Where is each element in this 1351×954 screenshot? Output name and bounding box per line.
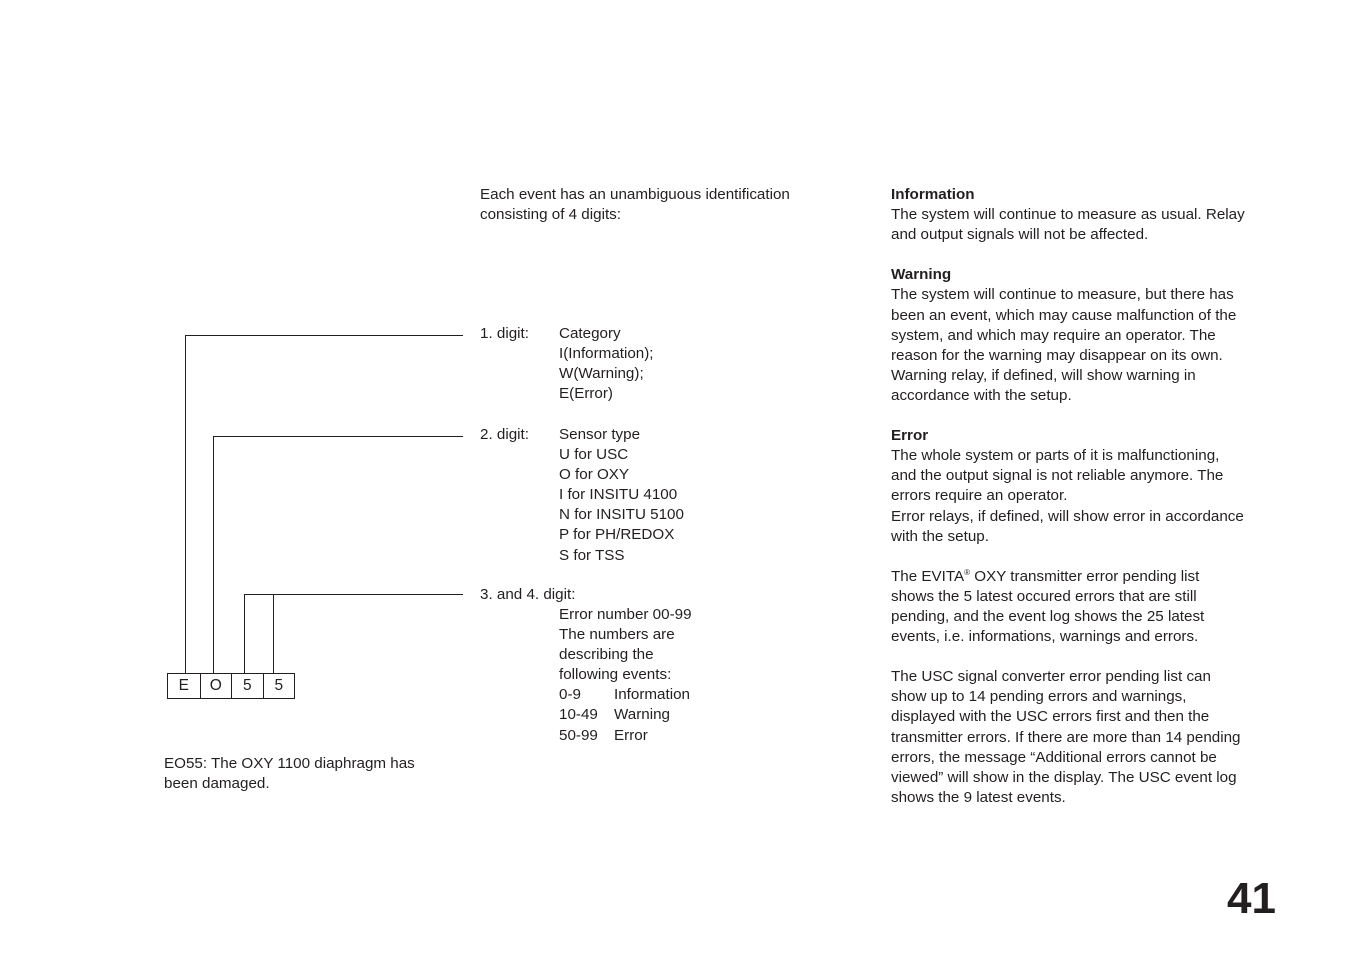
spacer — [891, 547, 1291, 567]
information-heading: Information — [891, 186, 975, 203]
digit-34-line: The numbers are — [559, 626, 675, 644]
digit-1-line: Category — [559, 325, 621, 342]
bracket-line-digit-4-vertical — [273, 594, 274, 674]
intro-line: Each event has an unambiguous identification — [480, 186, 790, 203]
warning-line: Warning relay, if defined, will show warning in — [891, 366, 1196, 384]
digit-2-line: S for TSS — [559, 546, 625, 564]
digit-2-label: 2. digit: — [480, 426, 529, 443]
digit-34-line: following events: — [559, 666, 672, 684]
evita-prefix: The EVITA — [891, 567, 965, 585]
range-row — [559, 705, 692, 725]
bracket-line-digit-3-vertical — [244, 594, 245, 674]
digit-1-line: E(Error) — [559, 385, 613, 403]
registered-mark: ® — [964, 567, 971, 577]
range-value: 10-49 — [559, 706, 598, 724]
error-heading: Error — [891, 427, 929, 445]
digit-34-description — [559, 605, 692, 746]
bracket-line-digit-34 — [244, 594, 463, 595]
bracket-line-digit-2 — [213, 436, 463, 437]
code-digit-1: E — [178, 677, 189, 694]
digit-2-description — [559, 425, 684, 566]
range-row — [559, 685, 692, 705]
bracket-line-digit-2-vertical — [213, 436, 214, 674]
digit-2-line: Sensor type — [559, 426, 641, 443]
evita-line: shows the 5 latest occured errors that are still — [891, 587, 1197, 605]
digit-1-label: 1. digit: — [480, 325, 529, 342]
code-digit-3: 5 — [231, 674, 263, 698]
warning-line: system, and which may require an operator. The — [891, 326, 1216, 344]
usc-line: viewed” will show in the display. The USC event log — [891, 768, 1237, 786]
usc-line: errors, the message “Additional errors cannot be — [891, 748, 1217, 766]
digit-1-description — [559, 324, 654, 404]
range-value: 0-9 — [559, 686, 581, 704]
usc-line: show up to 14 pending errors and warnings, — [891, 688, 1187, 706]
spacer — [891, 647, 1291, 667]
range-value: 50-99 — [559, 726, 598, 744]
error-line: errors require an operator. — [891, 487, 1068, 505]
error-line: with the setup. — [891, 527, 989, 545]
example-caption — [164, 754, 415, 794]
code-digit-2: O — [200, 674, 232, 698]
intro-text — [480, 185, 790, 225]
digit-34-line: describing the — [559, 646, 654, 664]
right-column — [891, 185, 1291, 808]
spacer — [891, 245, 1291, 265]
warning-heading: Warning — [891, 266, 952, 284]
digit-34-label: 3. and 4. digit: — [480, 586, 576, 603]
error-line: Error relays, if defined, will show error in accordance — [891, 507, 1244, 525]
digit-2-line: U for USC — [559, 446, 629, 464]
evita-line: pending, and the event log shows the 25 latest — [891, 607, 1205, 625]
page-number: 41 — [1227, 874, 1276, 923]
caption-line: been damaged. — [164, 775, 270, 793]
evita-suffix: OXY transmitter error pending list — [970, 567, 1200, 585]
warning-line: been an event, which may cause malfunction of the — [891, 306, 1237, 324]
digit-1-line: I(Information); — [559, 345, 654, 363]
digit-2-line: I for INSITU 4100 — [559, 486, 678, 504]
evita-line — [891, 567, 1291, 587]
bracket-line-digit-1-vertical — [185, 335, 186, 674]
error-line: and the output signal is not reliable anymore. The — [891, 467, 1224, 485]
caption-line: EO55: The OXY 1100 diaphragm has — [164, 755, 415, 772]
bracket-line-digit-1 — [185, 335, 463, 336]
usc-line: displayed with the USC errors first and then the — [891, 708, 1210, 726]
digit-34-line: Error number 00-99 — [559, 606, 692, 623]
intro-line: consisting of 4 digits: — [480, 206, 621, 224]
digit-2-line: N for INSITU 5100 — [559, 506, 684, 524]
digit-1-line: W(Warning); — [559, 365, 644, 383]
event-code-box — [167, 673, 295, 699]
usc-line: transmitter errors. If there are more than 14 pending — [891, 728, 1241, 746]
spacer — [891, 406, 1291, 426]
evita-line: events, i.e. informations, warnings and errors. — [891, 628, 1199, 646]
range-meaning: Warning — [614, 706, 670, 724]
digit-2-line: O for OXY — [559, 466, 630, 484]
range-meaning: Error — [614, 726, 648, 744]
error-line: The whole system or parts of it is malfunctioning, — [891, 447, 1220, 465]
information-line: and output signals will not be affected. — [891, 226, 1149, 244]
warning-line: accordance with the setup. — [891, 386, 1072, 404]
information-line: The system will continue to measure as usual. Relay — [891, 206, 1245, 224]
range-row — [559, 726, 692, 746]
warning-line: The system will continue to measure, but there has — [891, 286, 1234, 304]
usc-line: The USC signal converter error pending list can — [891, 668, 1211, 686]
usc-line: shows the 9 latest events. — [891, 788, 1066, 806]
range-meaning: Information — [614, 686, 690, 704]
digit-2-line: P for PH/REDOX — [559, 526, 675, 544]
code-digit-4: 5 — [263, 674, 295, 698]
warning-line: reason for the warning may disappear on its own. — [891, 346, 1223, 364]
